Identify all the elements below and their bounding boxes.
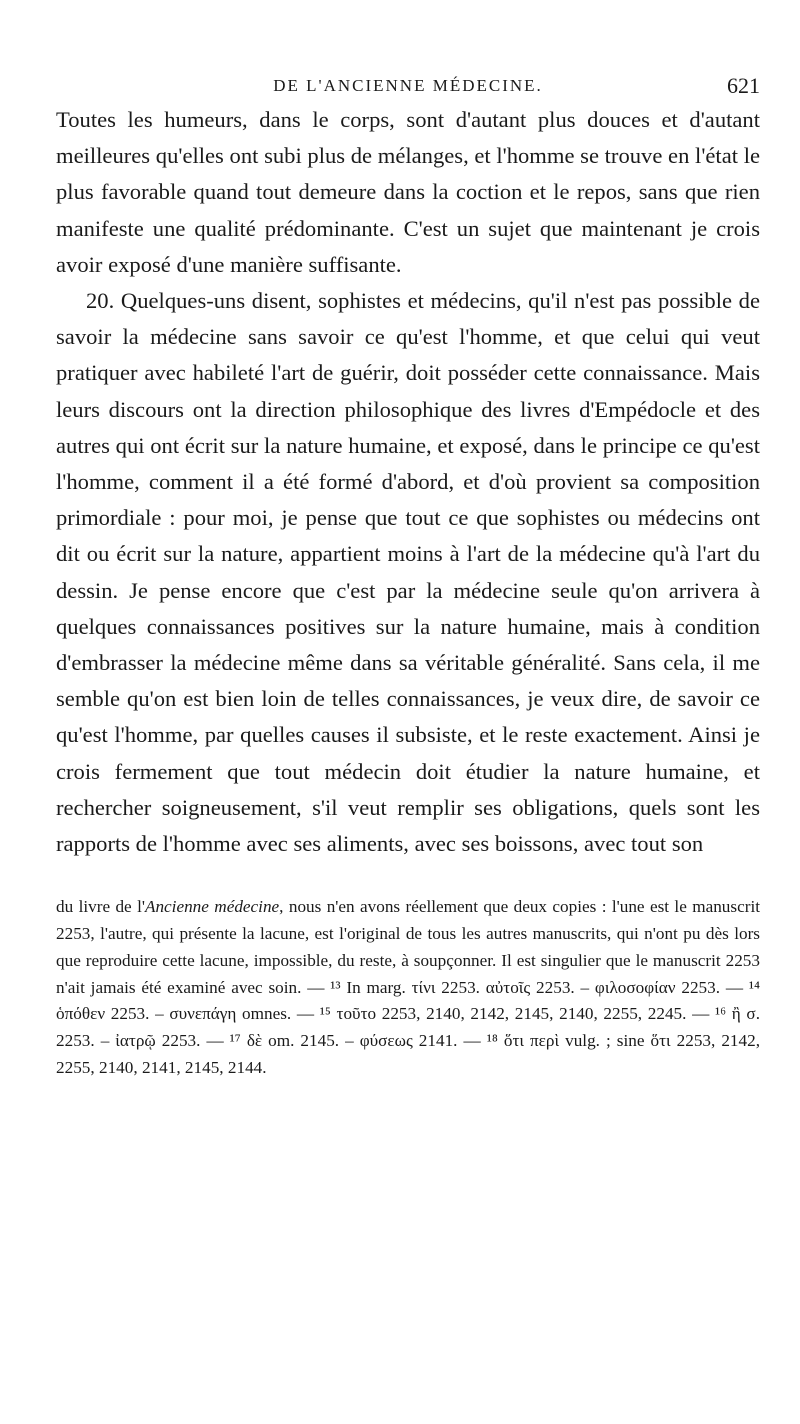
paragraph-section-20: 20. Quelques-uns disent, sophistes et médecins, qu'il n'est pas possible de savoir la médecine sans savoir ce qu'est l'homme, et que celui qui veut pratiquer avec habileté l'art de guérir, doit posséder cette connaissance. Mais leurs discours ont la direction philosophique des livres d'Empédocle et des autres qui ont écrit sur la nature humaine, et exposé, dans le principe ce qu'est l'homme, comment il a été formé d'abord, et d'où provient sa composition primordiale : pour moi, je pense que tout ce que sophistes ou médecins ont dit ou écrit sur la nature, appartient moins à l'art de la médecine qu'à l'art du dessin. Je pense encore que c'est par la médecine seule qu'on arrivera à quelques connaissances positives sur la nature humaine, mais à condition d'embrasser la médecine même dans sa véritable généralité. Sans cela, il me semble qu'on est bien loin de telles connaissances, je veux dire, de savoir ce qu'est l'homme, par quelles causes il subsiste, et le reste exactement. Ainsi je crois fermement que tout médecin doit étudier la nature humaine, et rechercher soigneusement, s'il veut remplir ses obligations, quels sont les rapports de l'homme avec ses aliments, avec ses boissons, avec tout son — [56, 288, 760, 857]
paragraph-humeurs: Toutes les humeurs, dans le corps, sont d'autant plus douces et d'autant meilleures qu'elles ont subi plus de mélanges, et l'homme se trouve en l'état le plus favorable quand tout demeure dans la coction et le repos, sans que rien manifeste une qualité prédominante. C'est un sujet que maintenant je crois avoir exposé d'une manière suffisante. — [56, 107, 760, 277]
footnote-text: , nous n'en avons réellement que deux copies : l'une est le manuscrit 2253, l'autre, qui présente la lacune, est l'original de tous les autres manuscrits, qui n'ont pu dès lors que reproduire cette lacune, impossible, du reste, à soupçonner. Il est singulier que le manuscrit 2253 n'ait jamais été examiné avec soin. — ¹³ In marg. τίνι 2253. αὐτοῖς 2253. – φιλοσοφίαν 2253. — ¹⁴ ὁπόθεν 2253. – συνεπάγη omnes. — ¹⁵ τοῦτο 2253, 2140, 2142, 2145, 2140, 2255, 2245. — ¹⁶ ἢ σ. 2253. – ἰατρῷ 2253. — ¹⁷ δὲ om. 2145. – φύσεως 2141. — ¹⁸ ὅτι περὶ vulg. ; sine ὅτι 2253, 2142, 2255, 2140, 2141, 2145, 2144. — [56, 897, 760, 1078]
running-head — [56, 62, 760, 102]
running-title: DE L'ANCIENNE MÉDECINE. — [273, 76, 543, 95]
main-text — [56, 102, 760, 862]
footnotes — [56, 894, 760, 1082]
footnote-lead: du livre de l' — [56, 897, 145, 917]
page-number: 621 — [727, 73, 760, 98]
book-page — [56, 62, 760, 1082]
footnote-book-title: Ancienne médecine — [144, 897, 280, 917]
